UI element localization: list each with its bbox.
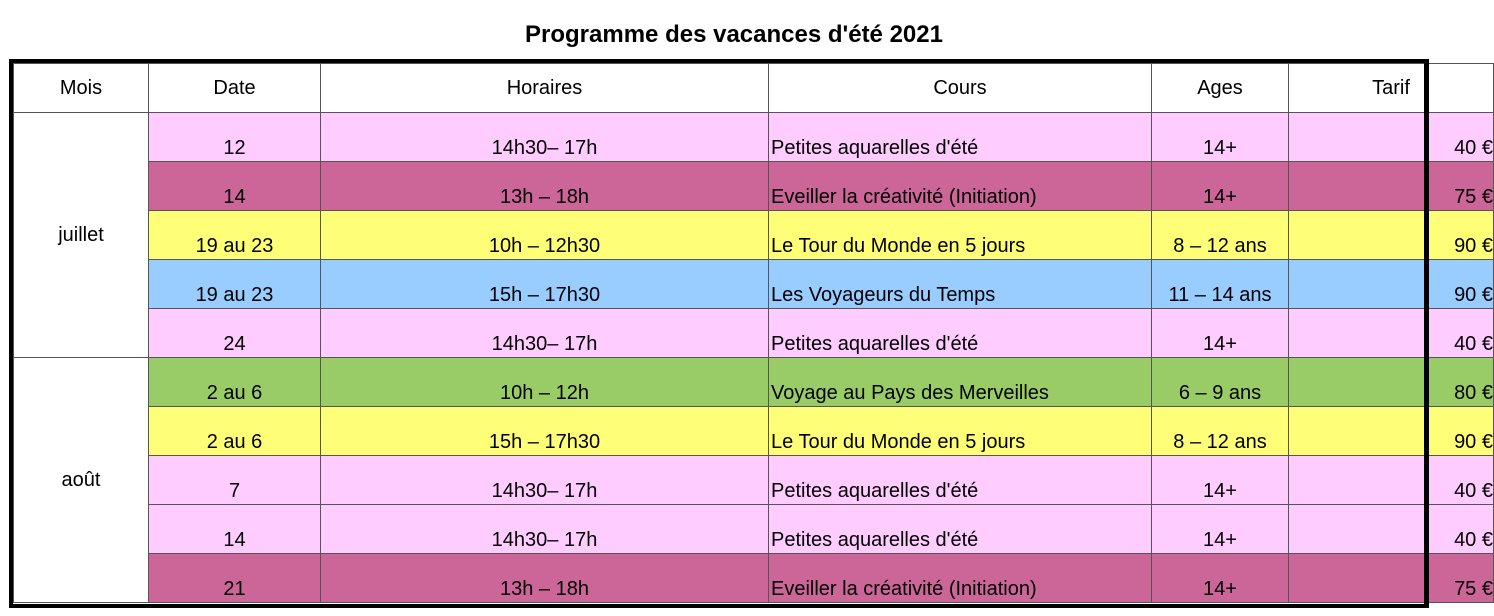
tarif-cell: 40 € [1289, 456, 1494, 505]
date-cell: 14 [149, 505, 321, 554]
header-horaires: Horaires [321, 64, 769, 113]
table-row [14, 113, 1494, 162]
horaires-cell: 14h30– 17h [321, 309, 769, 358]
cours-cell: Voyage au Pays des Merveilles [769, 358, 1152, 407]
header-date: Date [149, 64, 321, 113]
table-row [14, 554, 1494, 603]
date-cell: 19 au 23 [149, 260, 321, 309]
date-cell: 24 [149, 309, 321, 358]
horaires-cell: 13h – 18h [321, 162, 769, 211]
cours-cell: Petites aquarelles d'été [769, 113, 1152, 162]
table-row [14, 260, 1494, 309]
ages-cell: 6 – 9 ans [1152, 358, 1289, 407]
cours-cell: Eveiller la créativité (Initiation) [769, 554, 1152, 603]
tarif-cell: 90 € [1289, 211, 1494, 260]
table-row [14, 162, 1494, 211]
tarif-cell: 75 € [1289, 162, 1494, 211]
schedule-sheet [9, 59, 1493, 608]
cours-cell: Petites aquarelles d'été [769, 309, 1152, 358]
ages-cell: 14+ [1152, 456, 1289, 505]
table-row [14, 407, 1494, 456]
header-ages: Ages [1152, 64, 1289, 113]
horaires-cell: 15h – 17h30 [321, 407, 769, 456]
horaires-cell: 10h – 12h30 [321, 211, 769, 260]
ages-cell: 8 – 12 ans [1152, 407, 1289, 456]
header-cours: Cours [769, 64, 1152, 113]
cours-cell: Les Voyageurs du Temps [769, 260, 1152, 309]
table-row [14, 309, 1494, 358]
table-row [14, 358, 1494, 407]
date-cell: 21 [149, 554, 321, 603]
tarif-cell: 40 € [1289, 309, 1494, 358]
date-cell: 14 [149, 162, 321, 211]
header-tarif: Tarif [1289, 64, 1494, 113]
horaires-cell: 14h30– 17h [321, 505, 769, 554]
cours-cell: Petites aquarelles d'été [769, 456, 1152, 505]
cours-cell: Le Tour du Monde en 5 jours [769, 407, 1152, 456]
ages-cell: 14+ [1152, 554, 1289, 603]
header-mois: Mois [14, 64, 149, 113]
ages-cell: 14+ [1152, 505, 1289, 554]
table-row [14, 456, 1494, 505]
ages-cell: 11 – 14 ans [1152, 260, 1289, 309]
horaires-cell: 15h – 17h30 [321, 260, 769, 309]
horaires-cell: 14h30– 17h [321, 456, 769, 505]
tarif-cell: 40 € [1289, 505, 1494, 554]
header-row [14, 64, 1494, 113]
tarif-cell: 75 € [1289, 554, 1494, 603]
cours-cell: Le Tour du Monde en 5 jours [769, 211, 1152, 260]
ages-cell: 14+ [1152, 162, 1289, 211]
date-cell: 19 au 23 [149, 211, 321, 260]
tarif-cell: 80 € [1289, 358, 1494, 407]
tarif-cell: 40 € [1289, 113, 1494, 162]
tarif-cell: 90 € [1289, 260, 1494, 309]
table-row [14, 505, 1494, 554]
ages-cell: 8 – 12 ans [1152, 211, 1289, 260]
schedule-table [13, 63, 1494, 603]
right-border [1424, 59, 1429, 608]
horaires-cell: 10h – 12h [321, 358, 769, 407]
horaires-cell: 13h – 18h [321, 554, 769, 603]
date-cell: 12 [149, 113, 321, 162]
page-title: Programme des vacances d'été 2021 [525, 21, 943, 48]
date-cell: 2 au 6 [149, 358, 321, 407]
date-cell: 7 [149, 456, 321, 505]
month-cell-aout: août [14, 358, 149, 603]
cours-cell: Eveiller la créativité (Initiation) [769, 162, 1152, 211]
cours-cell: Petites aquarelles d'été [769, 505, 1152, 554]
ages-cell: 14+ [1152, 113, 1289, 162]
ages-cell: 14+ [1152, 309, 1289, 358]
horaires-cell: 14h30– 17h [321, 113, 769, 162]
month-cell-juillet: juillet [14, 113, 149, 358]
tarif-cell: 90 € [1289, 407, 1494, 456]
table-row [14, 211, 1494, 260]
date-cell: 2 au 6 [149, 407, 321, 456]
